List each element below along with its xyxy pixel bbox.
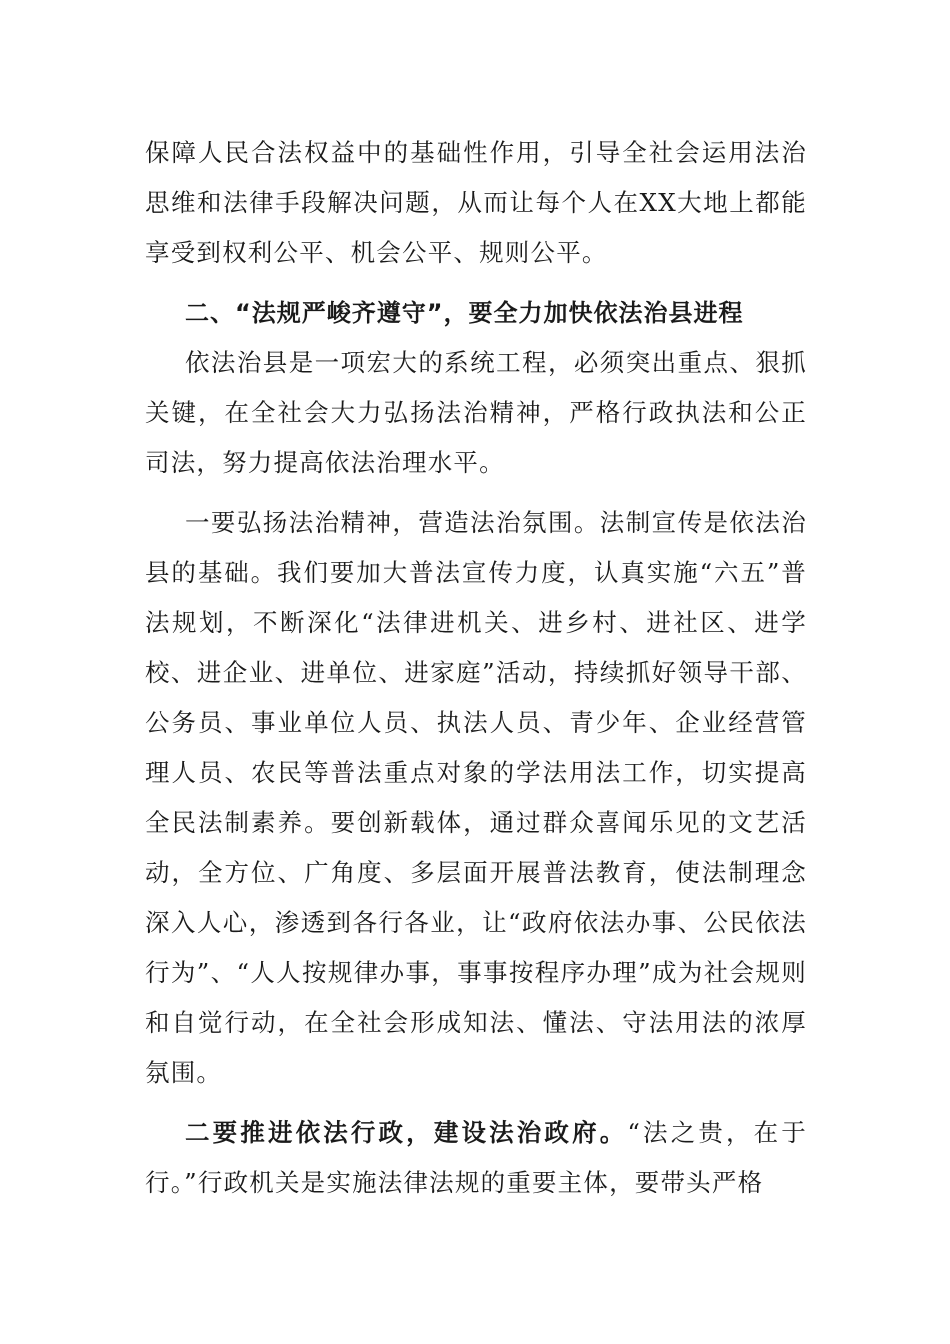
paragraph-intro: 依法治县是一项宏大的系统工程，必须突出重点、狠抓关键，在全社会大力弘扬法治精神，严格行政执法和公正司法，努力提高依法治理水平。: [145, 348, 807, 477]
section-heading: 二、“法规严峻齐遵守”，要全力加快依法治县进程: [185, 299, 744, 327]
paragraph-body: “法之贵，在于行。”行政机关是实施法律法规的重要主体，要带头严格: [145, 1118, 807, 1197]
paragraph-administration-by-law: [145, 1108, 807, 1208]
paragraph-promote-rule-of-law: 一要弘扬法治精神，营造法治氛围。法制宣传是依法治县的基础。我们要加大普法宣传力度，认真实施“六五”普法规划，不断深化“法律进机关、进乡村、进社区、进学校、进企业、进单位、进家庭”活动，持续抓好领导干部、公务员、事业单位人员、执法人员、青少年、企业经营管理人员、农民等普法重点对象的学法用法工作，切实提高全民法制素养。要创新载体，通过群众喜闻乐见的文艺活动，全方位、广角度、多层面开展普法教育，使法制理念深入人心，渗透到各行各业，让“政府依法办事、公民依法行为”、“人人按规律办事，事事按程序办理”成为社会规则和自觉行动，在全社会形成知法、懂法、守法用法的浓厚氛围。: [145, 508, 807, 1087]
document-page: [145, 128, 807, 1208]
paragraph-lead-bold: 二要推进依法行政，建设法治政府。: [185, 1118, 628, 1147]
paragraph-continuation: 保障人民合法权益中的基础性作用，引导全社会运用法治思维和法律手段解决问题，从而让每个人在XX大地上都能享受到权利公平、机会公平、规则公平。: [145, 138, 807, 267]
